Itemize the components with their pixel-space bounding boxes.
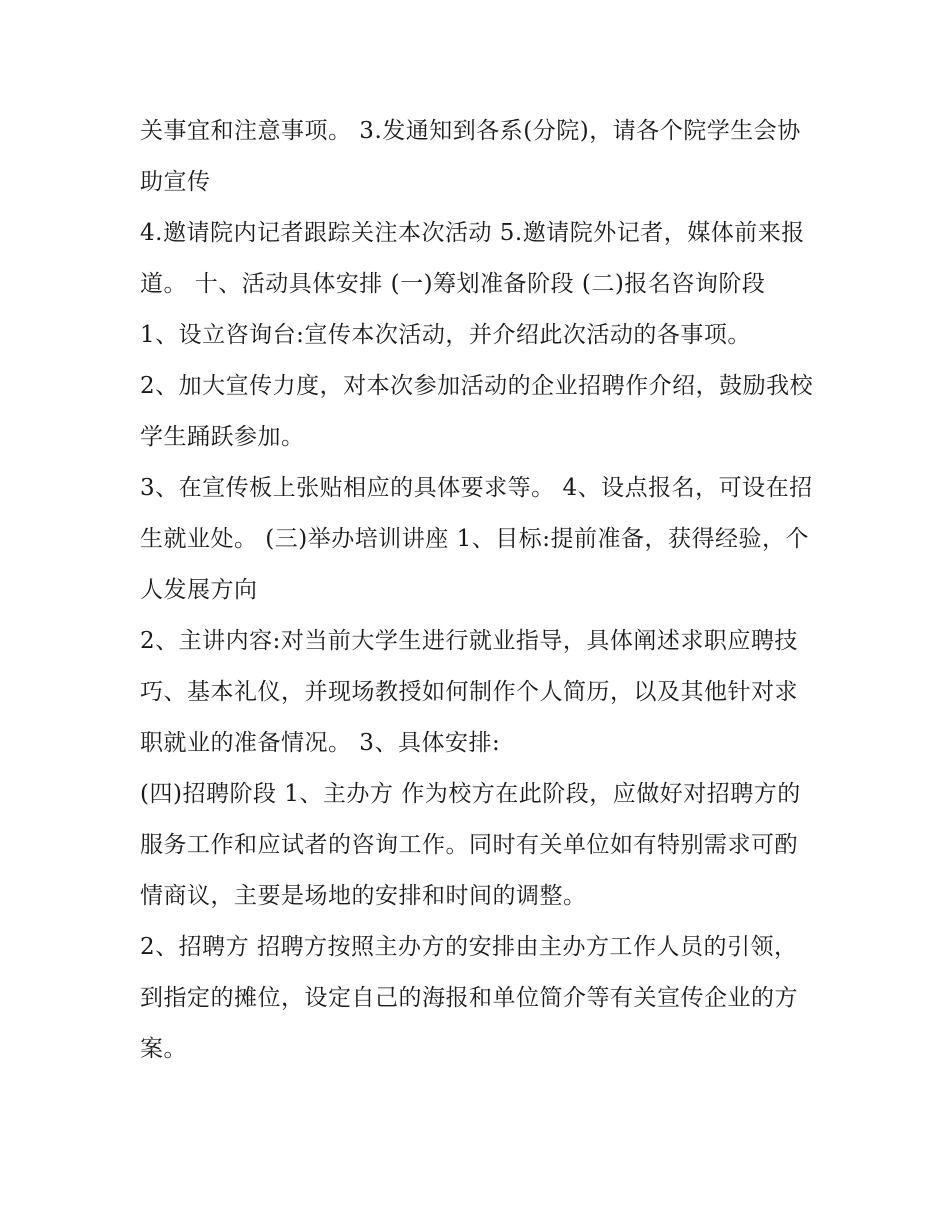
- paragraph-1: 关事宜和注意事项。 3.发通知到各系(分院)，请各个院学生会协助宣传: [140, 118, 801, 195]
- paragraph-7: (四)招聘阶段 1、主办方 作为校方在此阶段，应做好对招聘方的服务工作和应试者的咨询工作。同时有关单位如有特别需求可酌情商议，主要是场地的安排和时间的调整。: [140, 781, 801, 909]
- paragraph-3: 1、设立咨询台:宣传本次活动，并介绍此次活动的各事项。: [140, 322, 751, 348]
- paragraph-4: 2、加大宣传力度，对本次参加活动的企业招聘作介绍，鼓励我校学生踊跃参加。: [140, 373, 814, 450]
- paragraph-8: 2、招聘方 招聘方按照主办方的安排由主办方工作人员的引领，到指定的摊位，设定自己的海报和单位简介等有关宣传企业的方案。: [140, 934, 798, 1062]
- document-body: [140, 106, 820, 1075]
- paragraph-6: 2、主讲内容:对当前大学生进行就业指导，具体阐述求职应聘技巧、基本礼仪，并现场教授如何制作个人简历，以及其他针对求职就业的准备情况。 3、具体安排:: [140, 628, 798, 756]
- paragraph-5: 3、在宣传板上张贴相应的具体要求等。 4、设点报名，可设在招生就业处。 (三)举办培训讲座 1、目标:提前准备，获得经验，个人发展方向: [140, 475, 813, 603]
- paragraph-2: 4.邀请院内记者跟踪关注本次活动 5.邀请院外记者，媒体前来报道。 十、活动具体安排 (一)筹划准备阶段 (二)报名咨询阶段: [140, 220, 805, 297]
